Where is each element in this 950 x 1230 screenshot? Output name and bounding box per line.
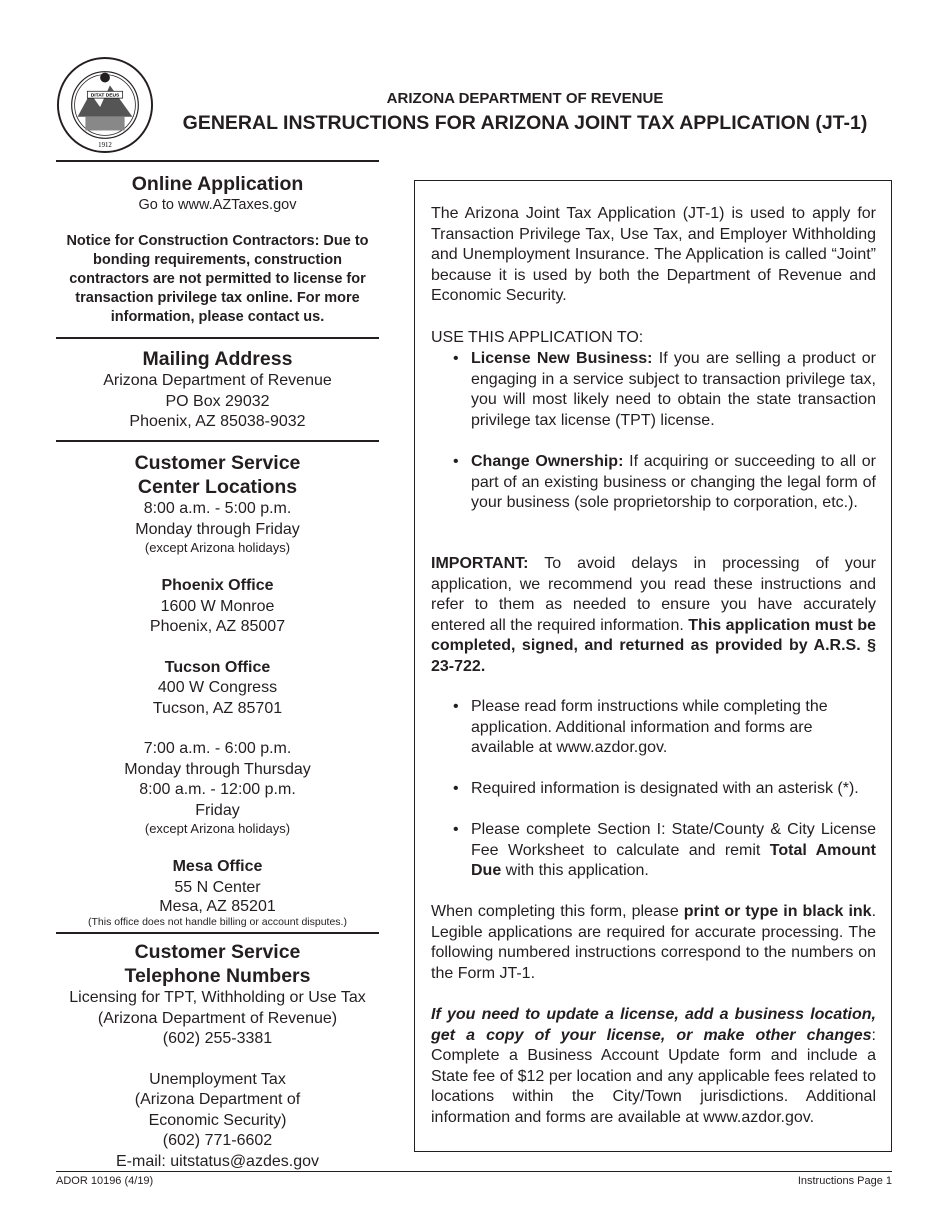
mailing-section — [56, 347, 379, 433]
phones-heading-1: Customer Service — [134, 941, 301, 963]
page-number: Instructions Page 1 — [797, 1175, 892, 1187]
licensing-line-1: Licensing for TPT, Withholding or Use Tax — [69, 989, 366, 1006]
bullet-1-label: License New Business: — [471, 350, 653, 367]
mesa-except: (except Arizona holidays) — [144, 821, 291, 836]
important-bold: This application must be completed, signed, and returned as provided by A.R.S. § 23-722. — [431, 616, 876, 675]
ink-text: When completing this form, please — [431, 903, 684, 920]
update-paragraph — [431, 1005, 876, 1128]
bullet-section-one: • Please complete Section I: State/County & City License Fee Worksheet to calculate and remit Total Amount Due with this application. — [453, 821, 876, 879]
mesa-address-1: 55 N Center — [174, 878, 261, 896]
bullet-change-ownership: • Change Ownership: If acquiring or succeeding to all or part of an existing business or changing the legal form of your business (sole proprietorship to corporation, etc.). — [453, 453, 877, 511]
centers-except: (except Arizona holidays) — [144, 540, 291, 555]
bullet-required-info: • Required information is designated with an asterisk (*). — [453, 779, 876, 800]
update-bold-italic: If you need to update a license, add a business location, get a copy of your license, or make other changes — [431, 1006, 876, 1044]
online-heading: Online Application — [131, 173, 304, 195]
construction-notice: Notice for Construction Contractors: Due to bonding requirements, construction contractors are not permitted to license for transaction privilege tax online. For more information, please contact us. — [66, 233, 369, 325]
centers-hours: 8:00 a.m. - 5:00 p.m. — [143, 500, 292, 517]
phoenix-address-2: Phoenix, AZ 85007 — [149, 618, 286, 635]
licensing-phone: (602) 255-3381 — [162, 1030, 273, 1047]
online-section — [56, 172, 379, 327]
mesa-office-name: Mesa Office — [172, 858, 263, 875]
phones-section — [56, 940, 379, 1172]
intro-paragraph: The Arizona Joint Tax Application (JT-1) is used to apply for Transaction Privilege Tax, Use Tax, and Employer Withholding and Unemployment Insurance. The Application is called “Joint” because it is used by both the Department of Revenue and Economic Security. — [431, 205, 876, 304]
centers-section — [56, 451, 379, 928]
important-label: IMPORTANT: — [431, 555, 529, 572]
phoenix-address-1: 1600 W Monroe — [160, 597, 275, 615]
divider — [56, 440, 379, 442]
divider — [56, 160, 379, 162]
ink-bold: print or type in black ink — [683, 903, 872, 920]
bullet-5-text: Please complete Section I: State/County & City License Fee Worksheet to calculate and remit — [471, 821, 876, 859]
licensing-line-2: (Arizona Department of Revenue) — [97, 1009, 338, 1027]
unemployment-email: E-mail: uitstatus@azdes.gov — [116, 1152, 319, 1170]
mesa-note: (This office does not handle billing or account disputes.) — [88, 916, 347, 928]
important-text: To avoid delays in processing of your application, we recommend you read these instructions and refer to them as needed to ensure you have accurately entered all the required information. — [431, 555, 876, 634]
use-heading: USE THIS APPLICATION TO: — [431, 329, 644, 346]
phoenix-office-name: Phoenix Office — [161, 577, 274, 594]
update-text: : Complete a Business Account Update form and include a State fee of $12 per location and any applicable fees related to locations within the City/Town jurisdictions. Additional information and forms are available at www.azdor.gov. — [431, 1026, 876, 1126]
bullet-2-label: Change Ownership: — [471, 453, 624, 470]
mesa-days-2: Friday — [195, 801, 240, 819]
tucson-office-name: Tucson Office — [164, 658, 271, 676]
mailing-line3: Phoenix, AZ 85038-9032 — [129, 413, 306, 430]
centers-heading-1: Customer Service — [134, 452, 301, 474]
agency-name: ARIZONA DEPARTMENT OF REVENUE — [386, 90, 664, 107]
bullet-2-text: If acquiring or succeeding to all or part of an existing business or changing the legal form of your business (sole proprietorship to corporation, etc.). — [471, 453, 877, 511]
divider — [56, 932, 379, 934]
tucson-address-1: 400 W Congress — [157, 679, 278, 696]
bullet-3-text: Please read form instructions while completing the application. Additional information and forms are available at www.azdor.gov. — [471, 698, 828, 756]
page-title: GENERAL INSTRUCTIONS FOR ARIZONA JOINT TAX APPLICATION (JT-1) — [182, 112, 868, 134]
unemployment-line-1: Unemployment Tax — [149, 1070, 286, 1088]
bullet-5-bold: Total Amount Due — [471, 841, 876, 879]
mailing-line1: Arizona Department of Revenue — [103, 372, 332, 389]
ink-paragraph — [431, 902, 876, 984]
form-id: ADOR 10196 (4/19) — [56, 1175, 154, 1187]
centers-days: Monday through Friday — [135, 520, 300, 538]
bullet-5-post: with this application. — [501, 862, 649, 879]
mesa-hours-2: 8:00 a.m. - 12:00 p.m. — [139, 781, 296, 798]
svg-text:DITAT DEUS: DITAT DEUS — [90, 93, 120, 99]
unemployment-line-2: (Arizona Department of — [134, 1091, 301, 1108]
online-text: Go to www.AZTaxes.gov — [138, 197, 297, 213]
bullet-1-text: If you are selling a product or engaging in a service subject to transaction privilege tax, you will most likely need to obtain the state transaction privilege tax license (TPT) license. — [471, 350, 877, 429]
ink-post: . Legible applications are required for accurate processing. The following numbered instructions correspond to the numbers on the Form JT-1. — [431, 903, 877, 982]
unemployment-phone: (602) 771-6602 — [162, 1132, 273, 1149]
phones-heading-2: Telephone Numbers — [124, 965, 311, 987]
mailing-line2: PO Box 29032 — [165, 392, 270, 410]
mesa-address-2: Mesa, AZ 85201 — [159, 898, 276, 915]
mesa-days-1: Monday through Thursday — [124, 760, 311, 778]
tucson-address-2: Tucson, AZ 85701 — [152, 699, 283, 717]
bullet-read-instructions: • Please read form instructions while completing the application. Additional information and forms are available at www.azdor.gov. — [453, 697, 876, 759]
mailing-heading: Mailing Address — [142, 348, 293, 370]
divider — [56, 337, 379, 339]
bullet-license-new: • License New Business: If you are selling a product or engaging in a service subject to transaction privilege tax, you will most likely need to obtain the state transaction privilege tax license (TPT) license. — [453, 350, 877, 429]
bullet-4-text: Required information is designated with an asterisk (*). — [471, 780, 859, 797]
footer-divider — [56, 1171, 892, 1172]
unemployment-line-3: Economic Security) — [148, 1111, 287, 1129]
centers-heading-2: Center Locations — [137, 476, 298, 498]
svg-text:1912: 1912 — [98, 142, 112, 150]
state-seal-logo — [56, 56, 154, 154]
mesa-hours-1: 7:00 a.m. - 6:00 p.m. — [143, 740, 292, 757]
important-paragraph — [431, 554, 876, 677]
